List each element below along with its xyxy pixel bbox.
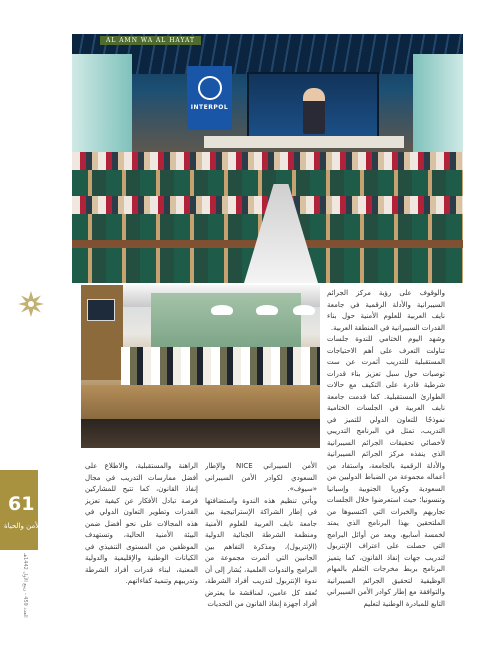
magazine-name: AL AMN WA AL HAYAT — [100, 36, 201, 45]
speaker-figure — [303, 88, 325, 134]
paragraph: ويأتي تنظيم هذه الندوة واستضافتها في إطار الشراكة الإستراتيجية بين جامعة نايف العربية للعلوم الأمنية ومنظمة الشرطة الجنائية الدولية (الإنتربول)، ومذكرة التفاهم بين الجانبين التي أثمرت مجموعة من البرامج والندوات العلمية، يُشار إلى أن ندوة الإنتربول لتدريب أفراد الشرطة، تُعقد كل عامين، لمناقشة ما يعترض أفراد أجهزة إنفاذ القانون من التحديات — [205, 496, 317, 608]
article-column-left — [85, 461, 198, 611]
session-backdrop — [151, 293, 301, 349]
star-ornament-icon — [18, 291, 44, 317]
conference-hall-photo — [72, 34, 463, 283]
issue-note: العدد 459 - ربيع الأول 1442هـ — [22, 553, 28, 618]
interpol-globe-icon — [198, 76, 222, 100]
stage-front — [81, 385, 320, 419]
paragraph: الأمن السيبراني NICE والإطار السعودي لكوادر الأمن السيبراني «سيوف». — [205, 462, 317, 493]
page-number: 61 — [8, 493, 35, 515]
article-column-right — [327, 288, 445, 634]
chair-row — [72, 170, 463, 196]
audience-row — [72, 152, 463, 170]
paragraph: الراهنة والمستقبلية، والاطلاع على أفضل ممارسات التدريب في مجال إنفاذ القانون، كما تتيح للمشاركين فرصة تبادل الأفكار عن كيفية تعزيز القدرات وتطوير التعاون الدولي في هذه المجالات على نحو أفضل ضمن البيئة الأمنية الحالية، وتستهدف الموظفين من المستوى التنفيذي في الكيانات الوطنية والإقليمية والدولية المعنية، لبناء قدرات أفراد الشرطة وتدريبهم وتنمية كفاءاتهم. — [85, 462, 198, 585]
presentation-screen — [247, 72, 379, 138]
interpol-banner — [187, 66, 232, 130]
panel-session-photo — [81, 285, 320, 448]
session-wall — [81, 285, 123, 380]
head-table — [204, 136, 404, 148]
ceiling-lamp — [293, 305, 315, 315]
session-screen — [87, 299, 115, 321]
paragraph: والوقوف على رؤية مركز الجرائم السيبرانية والأدلة الرقمية في جامعة نايف العربية للعلوم الأمنية حول بناء القدرات السيبرانية في المنطقة العربية. — [327, 289, 445, 332]
ceiling-lamp — [211, 305, 233, 315]
seated-panelists — [121, 347, 320, 385]
article-column-middle — [205, 461, 317, 611]
interpol-banner-text: INTERPOL — [190, 104, 229, 111]
hall-floor — [81, 419, 320, 448]
paragraph: وشهد اليوم الختامي للندوة جلسات تناولت التعرف على أهم الاحتياجات المستقبلية للتدريب أثمرت عن ست توصيات حول سبل تعزيز بناء قدرات شرطية قادرة على التكيف مع حالات الطوارئ المستقبلية. كما قدمت جامعة نايف العربية في الجلسات الختامية نموذجًا للتعاون الدولي للتميز في التدريب، تمثل في البرنامج التدريبي لأخصائي تحقيقات الجرائم السيبرانية الذي ينفذه مركز الجرائم السيبرانية والأدلة الرقمية بالجامعة، واستفاد من أعماله مجموعة من الضباط الدوليين من السعودية وكوريا الجنوبية وإسبانيا وتنسونيا؛ حيث استعرضوا خلال الجلسات تجاربهم والخبرات التي اكتسبوها من الملتحقين بهذا البرنامج الذي يمتد لخمسة أسابيع، ويعد من أوائل البرامج التي حصلت على اعتراف الإنتربول لتدريب جهات إنفاذ القانون، كما يتميز البرنامج بربط مخرجات التعلم بالمهام الوظيفية لتحقيق الجرائم السيبرانية والتوافقة مع إطار كوادر الأمن السيبراني التابع للمبادرة الوطنية لتعليم — [327, 335, 445, 608]
ceiling-lamp — [256, 305, 278, 315]
section-title: الأمن والحياة — [4, 522, 42, 530]
